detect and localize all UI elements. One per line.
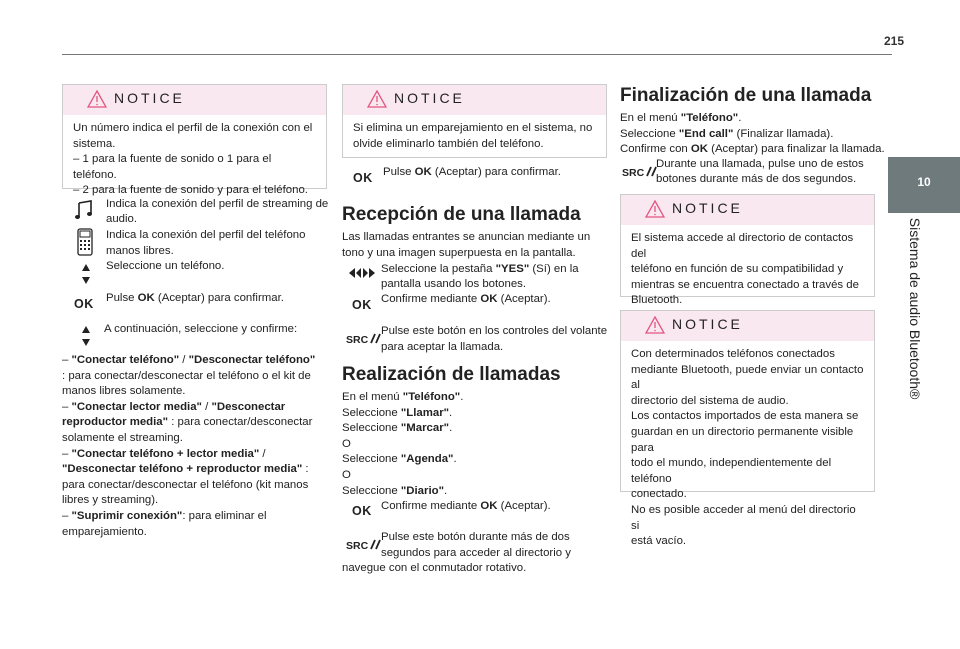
- phone-handset-icon: [369, 333, 381, 344]
- option-line: manos libres solamente.: [62, 385, 186, 398]
- text-run: (Sí) en la: [529, 263, 579, 275]
- up-down-arrows-icon: [80, 262, 92, 286]
- chapter-tab: [888, 157, 960, 213]
- warning-triangle-icon: [645, 200, 665, 218]
- end-call-body: [620, 111, 885, 158]
- section-title-make-calls: Realización de llamadas: [342, 364, 561, 385]
- notice-line: Un número indica el perfil de la conexión con el: [73, 122, 313, 134]
- text-run: Seleccione: [342, 422, 401, 435]
- text-line: O: [342, 468, 351, 481]
- text-run-bold: "Teléfono": [402, 391, 461, 403]
- option-line: emparejamiento.: [62, 525, 147, 538]
- phone-text-1: Indica la conexión del perfil del teléfono: [106, 229, 306, 241]
- yes-text-2: pantalla usando los botones.: [381, 278, 527, 290]
- receive-text-2: tono y una imagen superpuesta en la pantalla.: [342, 247, 576, 259]
- notice-send-contact: [620, 310, 875, 548]
- text-run-bold: "Desconectar: [211, 400, 286, 413]
- notice-line: Los contactos importados de esta manera se: [631, 410, 859, 423]
- text-run: (Aceptar) para finalizar la llamada.: [708, 143, 885, 156]
- notice-line: está vacío.: [631, 535, 687, 548]
- text-run: –: [62, 447, 72, 460]
- music-text-2: audio.: [106, 213, 138, 225]
- option-line: [62, 447, 330, 463]
- text-line: [342, 406, 463, 422]
- notice-line: teléfono en función de su compatibilidad y: [631, 263, 844, 276]
- text-run: Seleccione la pestaña: [381, 263, 496, 275]
- notice-line: – 2 para la fuente de sonido y para el teléfono.: [73, 184, 308, 197]
- notice-body: [621, 225, 874, 317]
- then-select-text: A continuación, seleccione y confirme:: [104, 323, 298, 335]
- notice-profile-number: [62, 84, 327, 197]
- text-line: [342, 421, 463, 437]
- src-phone-button-icon: [346, 539, 381, 555]
- notice-header: [63, 85, 326, 115]
- text-line: [620, 142, 885, 158]
- text-run: .: [449, 422, 453, 435]
- option-line: [62, 400, 330, 416]
- hold-text-1: Pulse este botón durante más de dos: [381, 531, 570, 543]
- option-line: para conectar/desconectar el teléfono (kit manos: [62, 478, 309, 491]
- text-run: Seleccione: [342, 484, 401, 497]
- text-run-bold: "Conectar teléfono + lector media": [71, 447, 260, 460]
- src-phone-button-icon: [346, 333, 381, 349]
- ok-confirm-text: [106, 291, 284, 307]
- option-line: solamente el streaming.: [62, 431, 183, 444]
- option-line: libres y streaming).: [62, 494, 159, 507]
- yes-text-1: [381, 262, 579, 278]
- notice-line: mientras se encuentra conectado a través de: [631, 278, 859, 291]
- ok-button-icon: OK: [353, 171, 373, 185]
- text-run: .: [738, 112, 742, 124]
- text-run-bold: OK: [480, 500, 498, 512]
- option-line: [62, 509, 330, 525]
- text-run-bold: "Suprimir conexión": [71, 509, 183, 522]
- notice-title: NOTICE: [114, 90, 185, 106]
- text-run-bold: "End call": [678, 127, 734, 140]
- notice-title: NOTICE: [394, 90, 465, 106]
- text-run-bold: "Desconectar teléfono": [188, 354, 316, 366]
- text-run-bold: "Diario": [400, 484, 444, 497]
- text-run: Seleccione: [342, 453, 401, 466]
- notice-body: [63, 115, 326, 207]
- phone-keypad-icon: [77, 228, 93, 256]
- text-run: : para eliminar el: [182, 509, 267, 522]
- text-run: Seleccione: [342, 406, 401, 419]
- confirm-text: [381, 292, 551, 308]
- text-line: [342, 452, 463, 468]
- chapter-title: Sistema de audio Bluetooth®: [906, 217, 923, 400]
- notice-line: directorio del sistema de audio.: [631, 394, 789, 407]
- text-run: /: [259, 447, 266, 460]
- text-run: En el menú: [620, 112, 681, 124]
- text-run-bold: "YES": [495, 263, 530, 275]
- text-run: .: [453, 453, 457, 466]
- text-run: .: [443, 484, 448, 497]
- text-run-bold: "Marcar": [400, 422, 450, 435]
- receive-text-1: Las llamadas entrantes se anuncian mediante un: [342, 231, 591, 243]
- notice-title: NOTICE: [672, 200, 743, 216]
- notice-line: No es posible acceder al menú del directorio si: [631, 503, 856, 532]
- section-title-end-call: Finalización de una llamada: [620, 85, 872, 106]
- up-down-arrows-icon: [80, 324, 92, 348]
- chapter-side-title: [900, 218, 925, 578]
- text-run-bold: OK: [480, 293, 498, 305]
- left-right-arrows-icon: [348, 267, 376, 279]
- text-line: [342, 484, 463, 500]
- notice-directory-access: [620, 194, 875, 307]
- notice-line: todo el mundo, independientemente del teléfono: [631, 457, 832, 485]
- text-run-bold: "Agenda": [400, 453, 454, 466]
- header-rule: [62, 54, 892, 55]
- notice-line: olvide eliminarlo también del teléfono.: [353, 137, 544, 150]
- src-label: SRC: [346, 334, 369, 346]
- src-label: SRC: [346, 540, 369, 552]
- notice-header: [343, 85, 606, 115]
- text-run: (Finalizar llamada).: [733, 127, 834, 140]
- notice-title: NOTICE: [672, 316, 743, 332]
- src-accept-text-1: Pulse este botón en los controles del volante: [381, 325, 608, 337]
- notice-line: sistema.: [73, 137, 116, 150]
- text-run: :: [302, 463, 309, 476]
- option-line: [62, 462, 330, 478]
- text-run: /: [201, 400, 212, 413]
- option-line: [62, 353, 330, 369]
- text-run: Confirme con: [620, 143, 691, 156]
- warning-triangle-icon: [367, 90, 387, 108]
- notice-line: guardan en un directorio permanente visible para: [631, 425, 854, 454]
- notice-line: conectado.: [631, 488, 687, 501]
- src-accept-text-2: para aceptar la llamada.: [381, 341, 504, 353]
- text-line: [620, 127, 885, 143]
- music-text-1: Indica la conexión del perfil de streaming de: [106, 198, 329, 210]
- option-line: : para conectar/desconectar el teléfono o el kit de: [62, 369, 311, 382]
- notice-line: El sistema accede al directorio de contactos del: [631, 232, 854, 260]
- phone-text-2: manos libres.: [106, 245, 174, 257]
- text-run: (Aceptar).: [497, 500, 551, 512]
- phone-handset-icon: [369, 539, 381, 550]
- text-run-bold: "Desconectar teléfono + reproductor media": [62, 463, 303, 476]
- warning-triangle-icon: [87, 90, 107, 108]
- notice-body: [343, 115, 606, 160]
- text-run: Seleccione: [620, 127, 679, 140]
- text-run: .: [449, 406, 453, 419]
- notice-line: Con determinados teléfonos conectados: [631, 348, 835, 360]
- text-run-bold: reproductor media": [62, 416, 169, 429]
- notice-header: [621, 311, 874, 341]
- hold-text-2: segundos para acceder al directorio y: [381, 547, 571, 559]
- ok-button-icon: OK: [352, 504, 372, 518]
- notice-line: Si elimina un emparejamiento en el sistema, no: [353, 122, 593, 134]
- text-run: –: [62, 400, 72, 413]
- notice-line: mediante Bluetooth, puede enviar un contacto al: [631, 363, 864, 392]
- text-run: –: [62, 354, 72, 366]
- text-run: Pulse: [383, 166, 415, 178]
- text-run-bold: "Conectar teléfono": [71, 354, 180, 366]
- text-run-bold: OK: [414, 166, 432, 178]
- make-calls-body: [342, 390, 463, 499]
- notice-body: [621, 341, 874, 558]
- ok-button-icon: OK: [352, 298, 372, 312]
- warning-triangle-icon: [645, 316, 665, 334]
- text-run-bold: "Conectar lector media": [71, 400, 202, 413]
- text-run: Pulse: [106, 292, 138, 304]
- ok-button-icon: OK: [74, 297, 94, 311]
- text-run: (Aceptar) para confirmar.: [154, 292, 284, 304]
- music-note-icon: [74, 199, 96, 221]
- ok-confirm-text: [383, 165, 561, 181]
- text-line: [620, 111, 885, 127]
- text-line: [342, 390, 463, 406]
- notice-header: [621, 195, 874, 225]
- text-run: /: [179, 354, 189, 366]
- text-run: : para conectar/desconectar: [168, 416, 313, 429]
- notice-line: Bluetooth.: [631, 294, 683, 307]
- text-run: En el menú: [342, 391, 403, 403]
- src-label: SRC: [622, 167, 645, 179]
- hold-text-3: navegue con el conmutador rotativo.: [342, 562, 527, 574]
- during-text-2: botones durante más de dos segundos.: [656, 173, 857, 185]
- options-list: [62, 353, 330, 540]
- chapter-number: 10: [917, 175, 931, 189]
- text-run-bold: "Teléfono": [680, 112, 739, 124]
- section-title-receive-call: Recepción de una llamada: [342, 204, 581, 225]
- notice-delete-pairing: [342, 84, 607, 158]
- text-run-bold: "Llamar": [400, 406, 450, 419]
- text-run: Confirme mediante: [381, 293, 481, 305]
- text-run: –: [62, 509, 72, 522]
- text-run: (Aceptar).: [497, 293, 551, 305]
- text-line: O: [342, 437, 351, 450]
- during-text-1: Durante una llamada, pulse uno de estos: [656, 158, 864, 170]
- text-run: Confirme mediante: [381, 500, 481, 512]
- option-line: [62, 415, 330, 431]
- text-run: .: [460, 391, 464, 403]
- src-phone-button-icon: [622, 166, 657, 182]
- text-run: (Aceptar) para confirmar.: [431, 166, 561, 178]
- confirm-text: [381, 499, 551, 515]
- notice-line: – 1 para la fuente de sonido o 1 para el teléfono.: [73, 153, 272, 181]
- text-run-bold: OK: [137, 292, 155, 304]
- text-run-bold: OK: [690, 143, 708, 156]
- page-number: 215: [884, 34, 905, 48]
- select-phone-text: Seleccione un teléfono.: [106, 260, 225, 272]
